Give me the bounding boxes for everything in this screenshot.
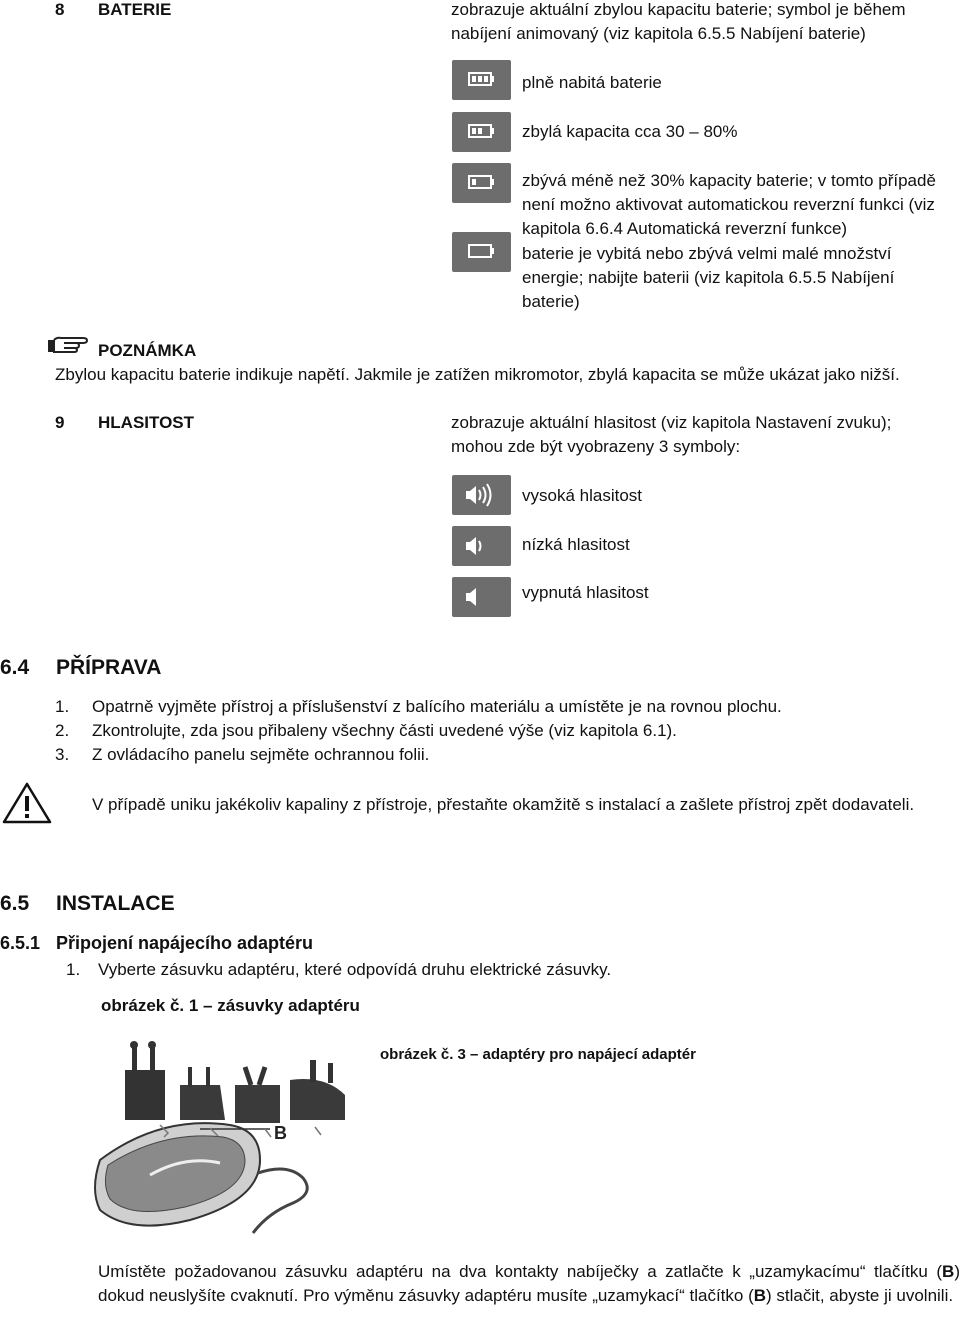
speaker-mute-icon [452,577,511,617]
section-number: 8 [55,0,65,19]
paragraph-text: ) stlačit, abyste ji uvolnili. [766,1286,954,1305]
subsection-number: 6.5.1 [0,933,41,953]
section-description: zobrazuje aktuální hlasitost (viz kapitola Nastavení zvuku); mohou zde být vyobrazeny 3 symboly: [451,413,892,456]
warning-triangle-icon [2,782,52,831]
battery-half-icon [452,112,511,152]
section-title: INSTALACE [56,892,175,915]
section-number: 6.5 [0,892,30,915]
battery-low-icon [452,163,511,203]
list-item: Vyberte zásuvku adaptéru, které odpovídá druhu elektrické zásuvky. [98,960,612,979]
list-item-number: 3. [55,745,70,764]
list-item: Z ovládacího panelu sejměte ochrannou folii. [92,745,430,764]
battery-state-text: baterie je vybitá nebo zbývá velmi malé množství energie; nabijte baterii (viz kapitola 6.5.5 Nabíjení baterie) [522,244,895,311]
pointing-hand-icon [46,334,92,363]
battery-state-text: zbylá kapacita cca 30 – 80% [522,122,738,141]
section-title: PŘÍPRAVA [56,656,162,679]
figure-label-b: B [274,1123,287,1143]
list-item: Opatrně vyjměte přístroj a příslušenství z balícího materiálu a umístěte je na rovnou plochu. [92,697,782,716]
speaker-high-icon [452,475,511,515]
section-description: zobrazuje aktuální zbylou kapacitu baterie; symbol je během nabíjení animovaný (viz kapitola 6.5.5 Nabíjení baterie) [451,0,906,43]
speaker-low-icon [452,526,511,566]
battery-state-text: zbývá méně než 30% kapacity baterie; v tomto případě není možno aktivovat automatickou reverzní funkci (viz kapitola 6.6.4 Automatická reverzní funkce) [522,171,936,238]
note-title: POZNÁMKA [98,341,197,360]
volume-state-text: vysoká hlasitost [522,486,642,505]
figure-caption: obrázek č. 3 – adaptéry pro napájecí adaptér [380,1046,696,1063]
adapter-figure [90,1025,380,1240]
battery-state-text: plně nabitá baterie [522,73,662,92]
paragraph-bold: B [753,1286,767,1305]
section-title: HLASITOST [98,413,195,432]
section-title: BATERIE [98,0,172,19]
note-text: Zbylou kapacitu baterie indikuje napětí. Jakmile je zatížen mikromotor, zbylá kapacita se může ukázat jako nižší. [55,365,900,384]
paragraph-bold: B [942,1262,955,1281]
volume-state-text: vypnutá hlasitost [522,583,649,602]
section-number: 9 [55,413,65,432]
list-item: Zkontrolujte, zda jsou přibaleny všechny části uvedené výše (viz kapitola 6.1). [92,721,677,740]
list-item-number: 1. [55,697,70,716]
subsection-title: Připojení napájecího adaptéru [56,933,314,953]
paragraph-text: Umístěte požadovanou zásuvku adaptéru na dva kontakty nabíječky a zatlačte k „uzamykacímu“ tlačítku ( [98,1262,943,1281]
instruction-paragraph [98,1260,960,1308]
volume-state-text: nízká hlasitost [522,535,630,554]
warning-text: V případě uniku jakékoliv kapaliny z přístroje, přestaňte okamžitě s instalací a zašlete přístroj zpět dodavateli. [92,795,915,814]
list-item-number: 2. [55,721,70,740]
figure-caption: obrázek č. 1 – zásuvky adaptéru [101,996,360,1015]
paragraph-text: ) dokud neuslyšíte cvaknutí. Pro výměnu zásuvky adaptéru musíte „uzamykací“ tlačítko ( [98,1262,960,1305]
list-item-number: 1. [66,960,81,979]
battery-empty-icon [452,232,511,272]
section-number: 6.4 [0,656,30,679]
battery-full-icon [452,60,511,100]
